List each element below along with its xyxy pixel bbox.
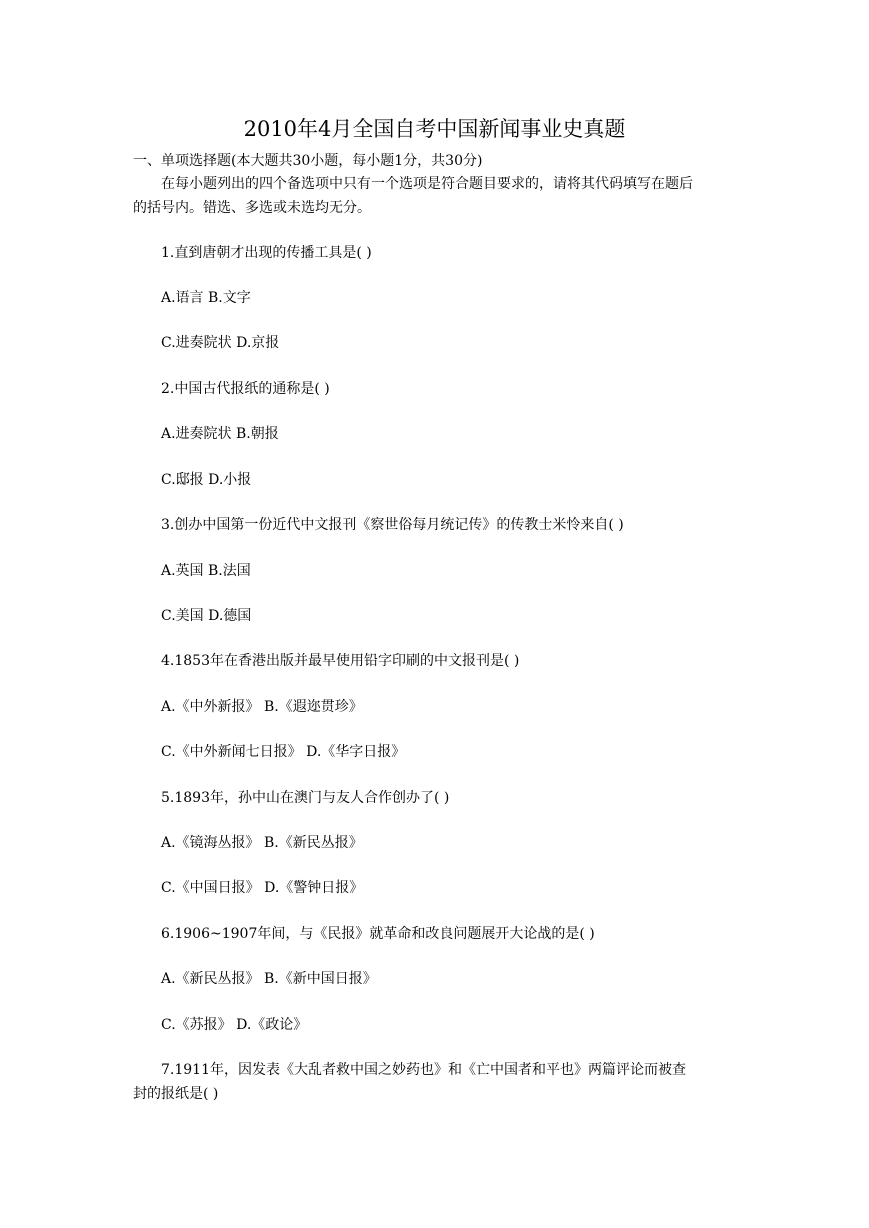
question-4-options-ab: A.《中外新报》 B.《遐迩贯珍》 <box>161 699 363 715</box>
question-6-options-cd: C.《苏报》 D.《政论》 <box>161 1017 308 1033</box>
question-5-stem: 5.1893年，孙中山在澳门与友人合作创办了( ) <box>161 790 450 806</box>
question-2-options-ab: A.进奏院状 B.朝报 <box>161 426 279 442</box>
document-title: 2010年4月全国自考中国新闻事业史真题 <box>243 117 626 141</box>
question-1-stem: 1.直到唐朝才出现的传播工具是( ) <box>161 245 372 261</box>
question-7-stem-line-2: 封的报纸是( ) <box>133 1086 219 1102</box>
question-3-options-cd: C.美国 D.德国 <box>161 608 252 624</box>
question-3-stem: 3.创办中国第一份近代中文报刊《察世俗每月统记传》的传教士米怜来自( ) <box>161 517 624 533</box>
question-1-options-cd: C.进奏院状 D.京报 <box>161 335 280 351</box>
question-1-options-ab: A.语言 B.文字 <box>161 290 251 306</box>
question-4-stem: 4.1853年在香港出版并最早使用铅字印刷的中文报刊是( ) <box>161 653 520 669</box>
question-5-options-ab: A.《镜海丛报》 B.《新民丛报》 <box>161 835 363 851</box>
question-5-options-cd: C.《中国日报》 D.《警钟日报》 <box>161 880 364 896</box>
section-heading: 一、单项选择题(本大题共30小题，每小题1分，共30分) <box>133 153 483 169</box>
question-7-stem-line-1: 7.1911年，因发表《大乱者救中国之妙药也》和《亡中国者和平也》两篇评论而被查 <box>161 1062 686 1078</box>
instructions-line-1: 在每小题列出的四个备选项中只有一个选项是符合题目要求的，请将其代码填写在题后 <box>161 176 693 192</box>
instructions-line-2: 的括号内。错选、多选或未选均无分。 <box>133 200 371 216</box>
question-3-options-ab: A.英国 B.法国 <box>161 563 251 579</box>
question-6-stem: 6.1906~1907年间，与《民报》就革命和改良问题展开大论战的是( ) <box>161 926 595 942</box>
question-2-stem: 2.中国古代报纸的通称是( ) <box>161 381 330 397</box>
question-6-options-ab: A.《新民丛报》 B.《新中国日报》 <box>161 971 377 987</box>
question-2-options-cd: C.邸报 D.小报 <box>161 472 252 488</box>
question-4-options-cd: C.《中外新闻七日报》 D.《华字日报》 <box>161 744 406 760</box>
